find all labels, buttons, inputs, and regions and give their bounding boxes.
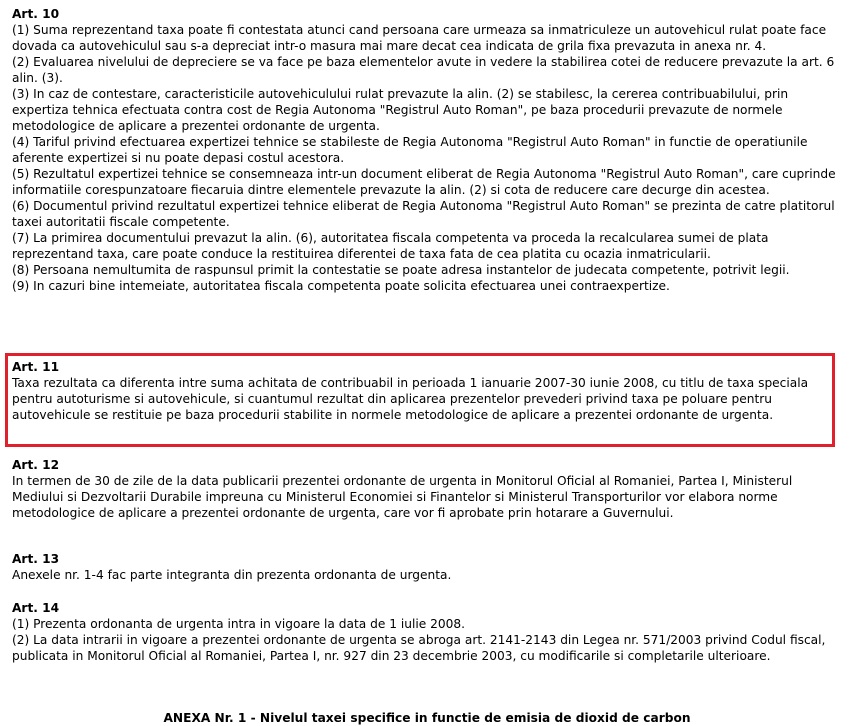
paragraph: (7) La primirea documentului prevazut la alin. (6), autoritatea fiscala competenta va proceda la recalcularea sumei de plata reprezentand taxa, care poate conduce la restituirea diferentei de taxa fata de cea platita cu ocazia inmatricularii. — [12, 231, 769, 261]
paragraph: (3) In caz de contestare, caracteristicile autovehiculului rulat prevazute la alin. (2) se stabilesc, la cererea contribuabilului, prin expertiza tehnica efectuata contra cost de Regia Autonoma "Registrul Auto Roman", pe baza procedurii prevazute de normele metodologice de aplicare a prezentei ordonante de urgenta. — [12, 87, 789, 133]
paragraph: (5) Rezultatul expertizei tehnice se consemneaza intr-un document eliberat de Regia Autonoma "Registrul Auto Roman", care cuprinde informatiile corespunzatoare fiecaruia dintre elementele prevazute la alin. (2) si cota de reducere care decurge din acestea. — [12, 167, 836, 197]
annex-title: ANEXA Nr. 1 - Nivelul taxei specifice in functie de emisia de dioxid de carbon — [163, 711, 691, 725]
paragraph: (1) Prezenta ordonanta de urgenta intra in vigoare la data de 1 iulie 2008. — [12, 617, 465, 631]
article-14 — [12, 600, 842, 664]
article-title: Art. 12 — [12, 458, 60, 472]
paragraph: Anexele nr. 1-4 fac parte integranta din prezenta ordonanta de urgenta. — [12, 568, 452, 582]
paragraph: (2) La data intrarii in vigoare a prezentei ordonante de urgenta se abroga art. 2141-2143 din Legea nr. 571/2003 privind Codul fiscal, publicata in Monitorul Oficial al Romaniei, Partea I, nr. 927 din 23 decembrie 2003, cu modificarile si completarile ulterioare. — [12, 633, 826, 663]
article-12 — [12, 457, 842, 521]
paragraph: Taxa rezultata ca diferenta intre suma achitata de contribuabil in perioada 1 ianuarie 2007-30 iunie 2008, cu titlu de taxa speciala pentru autoturisme si autovehicule, si cuantumul rezultat din aplicarea prezentelor prevederi privind taxa pe poluare pentru autovehicule se restituie pe baza procedurii stabilite in normele metodologice de aplicare a prezentei ordonante de urgenta. — [12, 376, 809, 422]
paragraph: (1) Suma reprezentand taxa poate fi contestata atunci cand persoana care urmeaza sa inmatriculeze un autovehicul rulat poate face dovada ca autovehiculul sau s-a depreciat intr-o masura mai mare decat cea indicata de grila fixa prevazuta in anexa nr. 4. — [12, 23, 827, 53]
paragraph: (8) Persoana nemultumita de raspunsul primit la contestatie se poate adresa instantelor de judecata competente, potrivit legii. — [12, 263, 790, 277]
paragraph: (9) In cazuri bine intemeiate, autoritatea fiscala competenta poate solicita efectuarea unei contraexpertize. — [12, 279, 670, 293]
paragraph: (4) Tariful privind efectuarea expertizei tehnice se stabileste de Regia Autonoma "Registrul Auto Roman" in functie de operatiunile aferente expertizei si nu poate depasi costul acestora. — [12, 135, 808, 165]
article-title: Art. 13 — [12, 552, 60, 566]
article-13 — [12, 551, 842, 583]
article-title: Art. 14 — [12, 601, 60, 615]
article-title: Art. 10 — [12, 7, 60, 21]
article-11 — [12, 359, 842, 423]
article-title: Art. 11 — [12, 360, 60, 374]
paragraph: (6) Documentul privind rezultatul expertizei tehnice eliberat de Regia Autonoma "Registrul Auto Roman" se prezinta de catre platitorul taxei autoritatii fiscale competente. — [12, 199, 835, 229]
paragraph: In termen de 30 de zile de la data publicarii prezentei ordonante de urgenta in Monitorul Oficial al Romaniei, Partea I, Ministerul Mediului si Dezvoltarii Durabile impreuna cu Ministerul Economiei si Finantelor si Ministerul Transporturilor vor elabora norme metodologice de aplicare a prezentei ordonante de urgenta, care vor fi aprobate prin hotarare a Guvernului. — [12, 474, 793, 520]
article-10 — [12, 6, 842, 294]
paragraph: (2) Evaluarea nivelului de depreciere se va face pe baza elementelor avute in vedere la stabilirea cotei de reducere prevazute la art. 6 alin. (3). — [12, 55, 835, 85]
